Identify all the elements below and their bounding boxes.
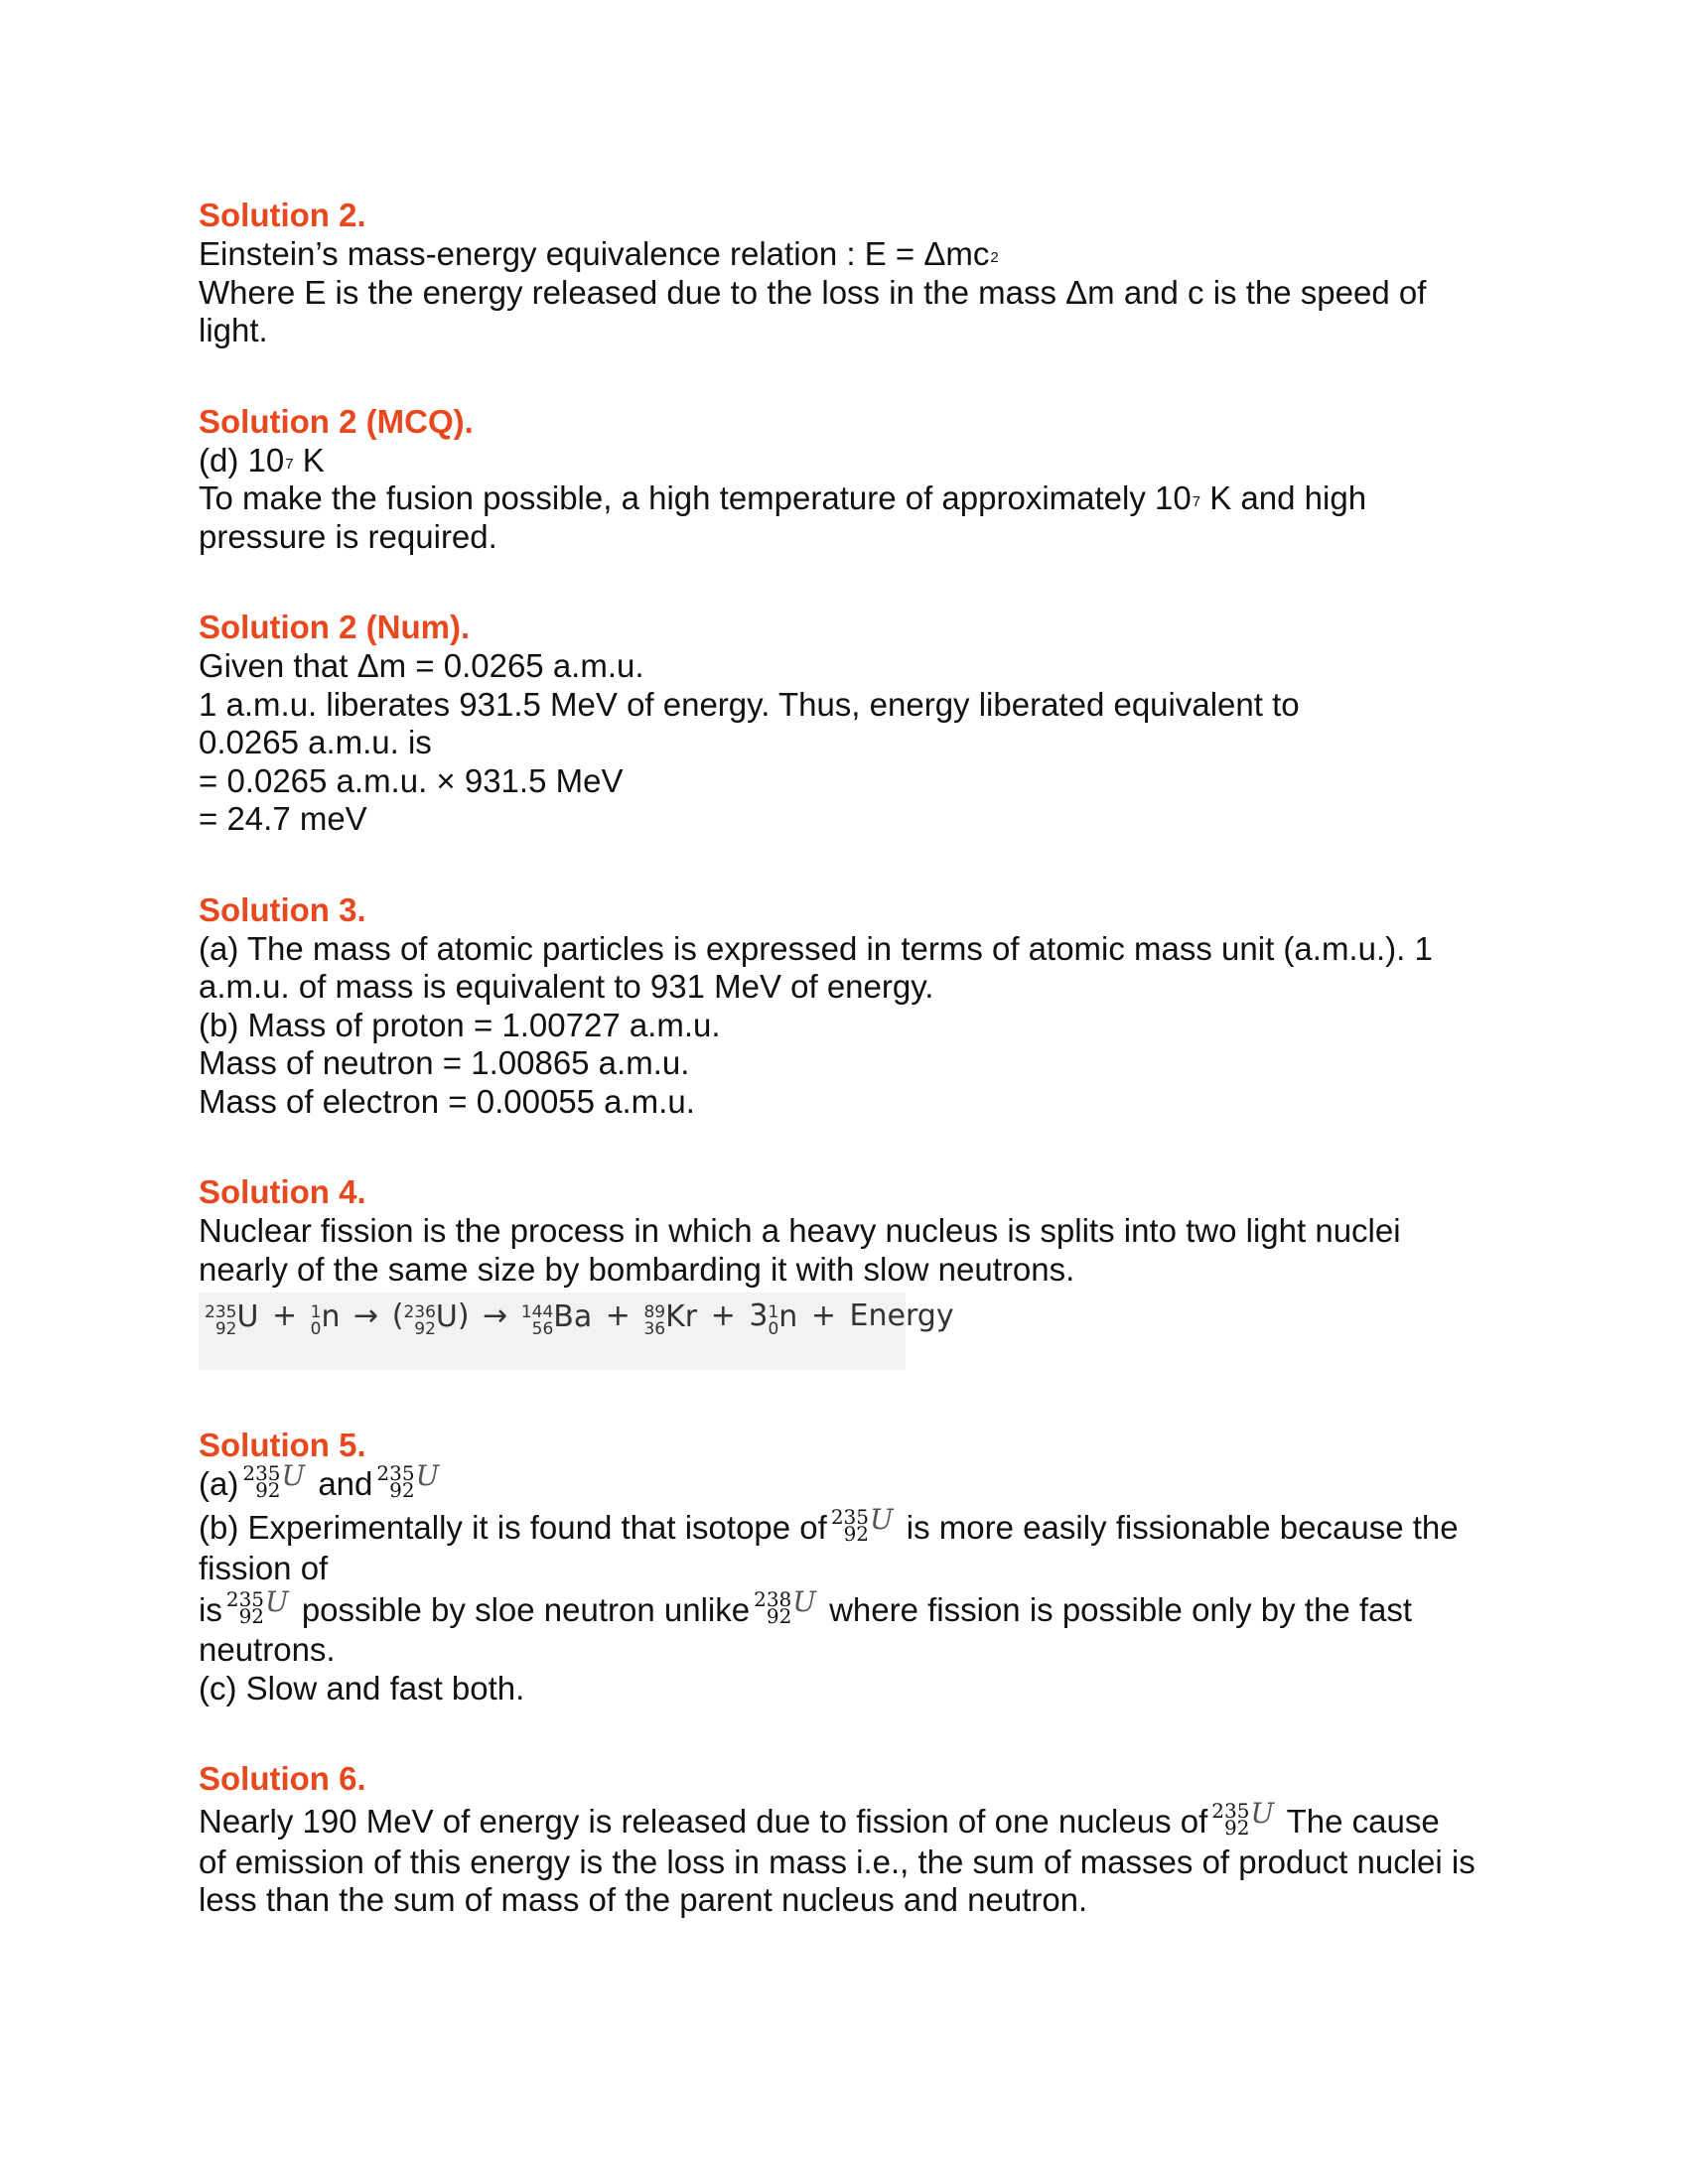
atomic-number: 92 (766, 1604, 792, 1628)
coefficient: 3 (749, 1298, 769, 1333)
plus-sign: + (605, 1298, 631, 1333)
line-prefix: (b) Experimentally it is found that isotope of (199, 1509, 827, 1547)
element-symbol: U (870, 1503, 894, 1536)
paren-close: ) (457, 1298, 470, 1333)
solutions-content (199, 196, 1529, 1972)
solution-4-line-2: nearly of the same size by bombarding it with slow neutrons. (199, 1250, 1075, 1288)
atomic-number: 92 (238, 1604, 265, 1628)
solution-2-num-section (199, 608, 1529, 839)
element-symbol: Ba (553, 1299, 593, 1334)
fission-equation-image (199, 1293, 954, 1370)
solution-4-section (199, 1172, 1529, 1370)
conjunction: and (318, 1465, 373, 1502)
nuclide-neutron (310, 1298, 341, 1339)
element-symbol: U (435, 1299, 458, 1334)
arrow: → (353, 1298, 379, 1333)
plus-sign: + (271, 1298, 298, 1333)
nuclide-neutron (768, 1298, 798, 1339)
solution-5-heading: Solution 5. (199, 1427, 366, 1463)
solution-5-section (199, 1426, 1529, 1707)
element-symbol: U (236, 1299, 259, 1334)
nuclide-u235 (242, 1458, 306, 1505)
solution-2-num-line-1: Given that Δm = 0.0265 a.m.u. (199, 647, 644, 684)
nuclide-u235 (376, 1458, 440, 1505)
mass-number: 238 (754, 1587, 792, 1611)
atomic-number: 92 (255, 1478, 281, 1502)
solution-2-section (199, 196, 1529, 350)
solution-2-mcq-line-2 (199, 479, 1529, 518)
solution-2-num-line-5: = 24.7 meV (199, 800, 367, 837)
superscript: 2 (990, 249, 999, 266)
solution-2-line-1 (199, 235, 1529, 274)
solution-2-line-3: light. (199, 312, 268, 348)
paren-open: ( (391, 1298, 404, 1333)
solution-2-mcq-heading: Solution 2 (MCQ). (199, 402, 474, 440)
nuclide-u235 (225, 1584, 289, 1631)
atomic-number: 92 (389, 1478, 415, 1502)
atomic-number: 92 (214, 1318, 237, 1339)
plus-sign: + (710, 1298, 736, 1333)
solution-2-num-line-2: 1 a.m.u. liberates 931.5 MeV of energy. Thus, energy liberated equivalent to (199, 685, 1300, 723)
solution-2-num-line-3: 0.0265 a.m.u. is (199, 724, 432, 760)
mass-number: 144 (520, 1301, 554, 1322)
element-symbol: U (281, 1458, 306, 1492)
energy-term: Energy (849, 1298, 954, 1333)
mass-number: 236 (403, 1301, 436, 1322)
solution-3-line-3: (b) Mass of proton = 1.00727 a.m.u. (199, 1006, 721, 1043)
solution-6-line-2: of emission of this energy is the loss in mass i.e., the sum of masses of product nuclei is (199, 1843, 1476, 1880)
atomic-number: 56 (531, 1318, 554, 1339)
solution-4-heading: Solution 4. (199, 1173, 366, 1210)
nuclide-u236 (403, 1298, 458, 1339)
atomic-number: 92 (1224, 1816, 1250, 1841)
mass-number: 235 (830, 1505, 870, 1530)
nuclide-ba144 (520, 1298, 593, 1339)
nuclide-kr89 (643, 1298, 698, 1339)
solution-3-line-2: a.m.u. of mass is equivalent to 931 MeV of energy. (199, 968, 934, 1005)
nuclide-u238 (754, 1584, 816, 1631)
line-suffix: K and high (1200, 479, 1367, 516)
superscript: 7 (285, 455, 294, 473)
atomic-number: 92 (843, 1522, 870, 1547)
solution-5-b-line-3 (199, 1584, 1529, 1631)
part-label: (a) (199, 1465, 239, 1502)
solution-2-num-line-4: = 0.0265 a.m.u. × 931.5 MeV (199, 761, 624, 799)
mass-number: 235 (242, 1461, 281, 1485)
atomic-number: 0 (768, 1318, 779, 1339)
atomic-number: 36 (643, 1318, 666, 1339)
mass-number: 235 (225, 1587, 265, 1611)
solution-3-line-4: Mass of neutron = 1.00865 a.m.u. (199, 1044, 690, 1081)
solution-2-line-1-text: Einstein’s mass-energy equivalence relation : E = Δmc (199, 235, 990, 272)
solution-3-line-5: Mass of electron = 0.00055 a.m.u. (199, 1082, 695, 1120)
mass-number: 1 (310, 1301, 322, 1322)
solution-6-line-3: less than the sum of mass of the parent nucleus and neutron. (199, 1881, 1088, 1918)
solution-6-heading: Solution 6. (199, 1760, 366, 1798)
nuclide-u235 (205, 1298, 259, 1339)
atomic-number: 0 (310, 1318, 322, 1339)
solution-2-line-2: Where E is the energy released due to the loss in the mass Δm and c is the speed of (199, 273, 1427, 311)
element-symbol: n (778, 1299, 798, 1334)
solution-3-heading: Solution 3. (199, 890, 366, 928)
solution-5-b-line-1 (199, 1503, 1529, 1549)
element-symbol: U (265, 1584, 289, 1618)
element-symbol: n (321, 1299, 341, 1334)
line-prefix: is (199, 1591, 222, 1628)
solution-2-num-heading: Solution 2 (Num). (199, 609, 471, 645)
answer-prefix: (d) 10 (199, 441, 285, 478)
mass-number: 235 (1211, 1799, 1250, 1824)
nuclide-u235 (1211, 1797, 1275, 1843)
line-suffix: The cause (1286, 1803, 1440, 1841)
solution-2-mcq-section (199, 402, 1529, 557)
element-symbol: U (792, 1584, 816, 1618)
line-suffix: is more easily fissionable because the (906, 1509, 1459, 1547)
solution-3-line-1: (a) The mass of atomic particles is expressed in terms of atomic mass unit (a.m.u.). 1 (199, 929, 1433, 967)
line-middle: possible by sloe neutron unlike (301, 1591, 751, 1628)
mass-number: 235 (376, 1461, 415, 1485)
element-symbol: U (415, 1458, 440, 1492)
plus-sign: + (810, 1298, 836, 1333)
solution-2-heading: Solution 2. (199, 197, 366, 233)
solution-2-mcq-line-3: pressure is required. (199, 517, 497, 555)
superscript: 7 (1192, 493, 1201, 510)
line-prefix: To make the fusion possible, a high temperature of approximately 10 (199, 479, 1192, 516)
solution-5-b-line-4: neutrons. (199, 1631, 336, 1669)
solution-5-b-line-2: fission of (199, 1549, 329, 1586)
mass-number: 235 (205, 1301, 237, 1322)
element-symbol: U (1250, 1797, 1275, 1830)
solution-4-line-1: Nuclear fission is the process in which a heavy nucleus is splits into two light nuclei (199, 1212, 1401, 1249)
line-prefix: Nearly 190 MeV of energy is released due to fission of one nucleus of (199, 1803, 1208, 1841)
answer-suffix: K (293, 441, 325, 478)
solution-5-a (199, 1458, 1529, 1505)
solution-3-section (199, 890, 1529, 1122)
arrow: → (483, 1298, 508, 1333)
solution-5-c: (c) Slow and fast both. (199, 1669, 525, 1706)
atomic-number: 92 (414, 1318, 436, 1339)
nuclide-u235 (830, 1503, 894, 1549)
element-symbol: Kr (665, 1299, 698, 1334)
mass-number: 89 (643, 1301, 666, 1322)
mass-number: 1 (768, 1301, 779, 1322)
solution-6-section (199, 1759, 1529, 1919)
solution-2-mcq-answer (199, 442, 1529, 480)
solution-6-line-1 (199, 1797, 1529, 1843)
line-suffix: where fission is possible only by the fast (829, 1591, 1413, 1628)
